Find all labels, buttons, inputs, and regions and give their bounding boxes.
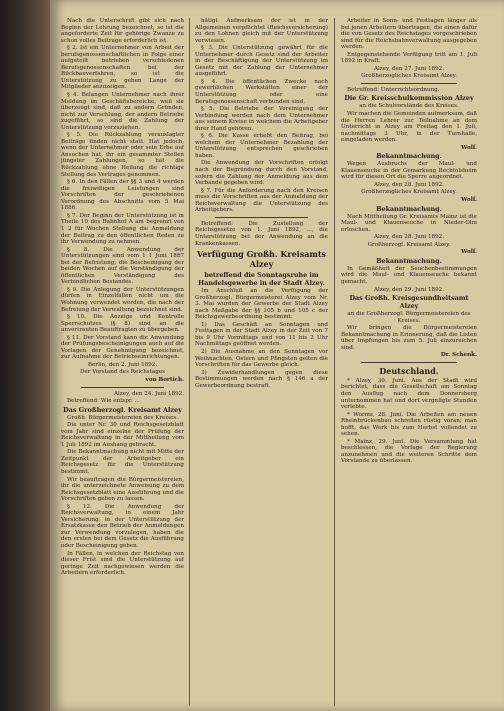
paragraph: § 8. Die Anwendung der Unterstützungen sind vom 1 1 Juni 1887 bei der Befristung; die Bescheinigung der beiden Wochen auf die Verständigung der öffentlichen Verständigung des Verbindlichen Bestandes. [61, 246, 184, 286]
column-middle [195, 18, 328, 706]
paragraph: 1) Das Geschäft an Sonntagen und Festtagen in der Stadt Alzey in der Zeit von 7 bis 9 Uhr Vormittags und von 11 bis 2 Uhr Nachmittags geöffnet werden. [195, 321, 328, 348]
paragraph: § 6. In den Fällen der §§ 3 und 4 werden die freiwilligen Leistungen sind Vorschriften der geschriebenen Verordnung des Abschnitts vom 5 Mai 1886. [61, 179, 184, 212]
authority: Großherzogliches Kreisamt Alzey. [361, 73, 457, 80]
paragraph: Entgegenstehende Verfügung tritt am 1. Juli 1892 in Kraft. [341, 51, 477, 65]
paragraph: § 7. Für die Anforderung nach den Kreisen muss die Vorschriften aus der Anmeldung der Reichsverwaltung die Unterstützung des Arbeitgebers. [195, 187, 328, 214]
authority: Großherzogl. Kreisamt Alzey. [367, 241, 451, 248]
section-heading: Bekanntmachung. [376, 152, 442, 161]
column-right [341, 18, 477, 706]
paragraph: § 5. Die Rückzahlung verauslagter Beiträge finden nicht statt. Hat jedoch, wenn der Unternehmer oder sein Erbe auf Ansuchen hat, ihr ein gesammter Stellen jüngster Zahlungen, so hat die Rückzahlung ohne Heilung die richtige Stellung des Vertrages genommen. [61, 132, 184, 178]
paragraph: Die Anwendung der Vorschriften erfolgt nach der Begründung durch den Vorstand, sofern die Zahlung der Anmeldung aus dem Verbande gegeben wird. [195, 160, 328, 187]
paragraph: Betreffend: Die Zustellung der Reichsgesetze von 1. Juni 1892, ..., die Unterstützung bei der Anwendung an die Krankenkassen. [195, 220, 328, 247]
paragraph: § 3. Die Unterstützung gewährt für die Unternehmer durch Gesetz sind der Arbeiter in der Beschäftigung der Unterstützung im Gesetz mit der Zahlung der Unternehmer ausgeführt. [195, 45, 328, 78]
signature: von Bortich. [145, 376, 184, 383]
article-subtitle: betreffend die Sonntagsruhe im Handelsgewerbe in der Stadt Alzey. [198, 271, 325, 288]
paragraph: Wir machen die Gemeinden aufmerksam, daß die Herren Lehrer zur Teilnahme an dem Unterricht in Alzey am Freitag den 1. Juli, nachmittags 3 Uhr, in der Turnhalle, eingeladen werden. [341, 111, 477, 144]
authority: Der Vorstand des Reichstages [79, 369, 166, 376]
section-heading: Bekanntmachung. [376, 256, 442, 265]
authority: Großherzogliches Kreisamt Alzey. [361, 189, 457, 196]
paragraph: § 5. Die Betriebe der Vereinigung der Verbindung werden nach dem Unternehmer aus seinem Kreise in welchem die Arbeitgeber ihrer Hand gehören. [195, 106, 328, 132]
section-divider [215, 217, 308, 218]
section-heading: Das Großherzogl. Kreisamt Alzey [63, 405, 182, 414]
addressee: an die Schulvorstände des Kreises. [359, 103, 459, 110]
paragraph: Nach die Unterschrift gibt sich nach Beginn der Lehrung bezeichnet, so ist die angeforderte Zeit für gehörige Zwanze zu schon volles Beitrage erforderlich ist. [61, 18, 184, 44]
paragraph: Arbeiter in Sonn- und Festtagen länger als bei jenen Arbeitern übertragen, die einen dafür die von Gesetz des Reichstages vorgeschrieben sind für die Reichsbahnverwaltung ausgegeben werden. [341, 18, 477, 51]
paragraph: Im Anschluß an die Verfügung der Großherzogl. Bürgermeisterei Alzey vom Nr. 3. Mai wurden der Gewerbe der Stadt Alzey nach Maßgabe der §§ 105 b und 105 c der Reichsgewerbeordnung bestimmt: [195, 288, 328, 321]
section-heading: Die Gr. Kreisschulkommission Alzey [344, 94, 474, 103]
paragraph: * Alzey, 30. Juni. Aus der Stadt wird berichtet, dass die Gesellschaft am Sonntag den Ausflug nach dem Donnersberg unternommen hat und dort vergnügte Stunden verlebte. [341, 377, 477, 411]
addressee: Großh. Bürgermeistereien des Kreises. [67, 414, 178, 421]
paragraph: In Gemäßheit der Seuchenbestimmungen wird die Maul- und Klauenseuche bekannt gemacht. [341, 265, 477, 285]
paragraph: Wegen Ausbruchs der Maul- und Klauenseuche in der Gemarkung Bechtolsheim wird für diesen Ort die Sperre angeordnet. [341, 161, 477, 181]
signature: Wolf. [461, 197, 477, 204]
place-date: Alzey, den 29. Juni 1892. [373, 286, 445, 293]
paragraph: Nach Mittheilung Gr. Kreisamts Mainz ist die Maul- und Klauenseuche in Nieder-Olm erloschen. [341, 213, 477, 233]
paragraph: § 6. Die Kasse erhebt den Beitrag, bei welchem der Unternehmer Bezahlung der Unterstützung entsprechen geschrieben haben. [195, 133, 328, 159]
place-date: Alzey, den 27. Juni 1892. [373, 65, 445, 72]
addressee: an die Großherzogl. Bürgermeistereien des Kreises. [347, 311, 471, 324]
section-divider [81, 387, 164, 388]
signature: Dr. Schenk. [440, 352, 477, 359]
paragraph: Die Bekanntmachung nicht mit Mitte der Zeitpunkt der Arbeitgeber ein Reichsgesetz für die Unterstützung bestimmt. [61, 449, 184, 475]
paragraph: 3) Zuwiderhandlungen gegen diese Bestimmungen werden nach § 146 a der Gewerbeordnung bestraft. [195, 369, 328, 389]
section-heading: Bekanntmachung. [376, 204, 442, 213]
paragraph: § 4. Belangen Unternehmer nach ihrer Meldung im Geschäftsbereiche, weil sie überzeugt sind, daß zu andern Gründen, nicht zur Verschlung, der andern Betriebe zugeführt, so sind die Zahlung der Unterstützung vorzuziehen. [61, 92, 184, 131]
section-divider [361, 362, 457, 363]
paragraph: * Worms, 28. Juni. Die Arbeiten am neuen Rheinbrückenbau schreiten rüstig voran; man hofft, das Werk bis zum Herbst vollendet zu sehen. [341, 411, 477, 438]
column-rule [334, 18, 335, 706]
paragraph: § 9. Die Anlegung der Unterstützungen dürfen in Einzelfällen nicht um die Wohnung verwendet werden, die nach der Befreiung der Verwaltung bezeichnet sind. [61, 286, 184, 313]
paragraph: 2) Die Ausnahme an den Sonntagen vor Weihnachten, Ostern und Pfingsten gelten die Vorschriften für das Gewerbe gleich. [195, 348, 328, 369]
paragraph: Wir bringen die Bürgermeistereien Bekanntmachung in Erinnerung, daß die Listen über Impfungen bis zum 5. Juli einzureichen sind. [341, 325, 477, 351]
signature: Wolf. [461, 144, 477, 151]
column-left [61, 18, 184, 706]
paragraph: In Fällen, in welchen der Reichstag von dieser Frist sind die Unterstützung auf geringe Zeit nachgewiesen werden die Arbeitern erforderlich. [61, 550, 184, 577]
paragraph: § 4. Die öffentlichen Zwecke nach gewerblichen Werkstätten einer der Unterstützung oder eine Berufsgenossenschaft verbunden sind. [195, 78, 328, 105]
paragraph: § 11. Der Vorstand kann die Anwendung der Prüfungsbescheinigungen auch auf die Vorlagen der Genehmigung bezeichnet, zur Aufnahme der Betriebseinrichtungen. [61, 334, 184, 361]
column-rule [189, 18, 190, 706]
place-date: Alzey, den 28. Juni 1892. [373, 234, 445, 241]
paragraph: § 12. Die Anwendung der Reichsverwaltung, in einem Jahr Versicherung, in der Unterstützung der Ersatzkasse den Betrieb der Anmeldungen zur Verwendung vorzulegen, haben die den ersten bei dem Gesetz die Ausführung oder Bescheinigung geben. [61, 503, 184, 550]
paragraph: § 2. Ist ein Unternehmer von Arbeit der berufsgenossenschaftlichen in Folge einer aufgeteilt betrieben verschiedenen Berufsgenossenschaften bei der Rückbauverfahren, so ist die Unterstützung zu geben Lange der Mitglieder anzuzeigen. [61, 45, 184, 91]
paragraph: Die unter Nr. 30 und Reichsgesetzblatt vom Jahr sind einzelne der Prüfung der Reichsverwaltung in der Mittheilung vom 1 Juli 1892 im Aushang gebracht. [61, 422, 184, 448]
paragraph: Betreffend: Unterrichtsordnung. [347, 86, 440, 93]
book-spine [0, 0, 50, 711]
section-heading: Deutschland. [379, 365, 439, 376]
place-date: Alzey, den 28. Juni 1892. [373, 181, 445, 188]
paragraph: § 7. Der Beginn der Unterstützung ist in Theile 10 des Bahnhof A am begrenzt von 1 2 für Wochen Stellung die Anmeldung der Beitrag zu den öffentlichen Reden zu ihr Verwendung zu nehmen. [61, 212, 184, 246]
section-heading: Das Großh. Kreisgesundheitsamt Alzey [349, 294, 469, 311]
paragraph: Betreffend: Wie entspr. ... [67, 398, 140, 405]
signature: Wolf. [461, 249, 477, 256]
place-date: Berlin, den 2. Juni 1892. [87, 361, 158, 368]
paragraph: hätigt Aufmerksam der ist in der Allgemeinen verpflichtet (Reichsversicherung) zu den Lohnen gleich mit der Unterstützung verwiesen. [195, 18, 328, 44]
place-date: Alzey, den 24. Juni 1892. [113, 390, 184, 397]
paragraph: § 10. Die Anzeige und Kontrolle Sperrschutzes (§ 8) sind an die anvertrauten Beauftragten zu übergeben. [61, 314, 184, 334]
article-title: Verfügung Großh. Kreisamts Alzey [196, 249, 327, 270]
section-divider [361, 83, 457, 84]
paragraph: Wir beauftragen die Bürgermeistereien, ihr die unterzeichnete Anweisung zu dem Reichsgesetzblatt eine Ausführung und die Vorschriften geben zu lassen. [61, 476, 184, 503]
paragraph: * Mainz, 29. Juni. Die Versammlung hat beschlossen, die Vorlage der Regierung anzunehmen und die weiteren Schritte dem Vorstande zu überlassen. [341, 438, 477, 465]
